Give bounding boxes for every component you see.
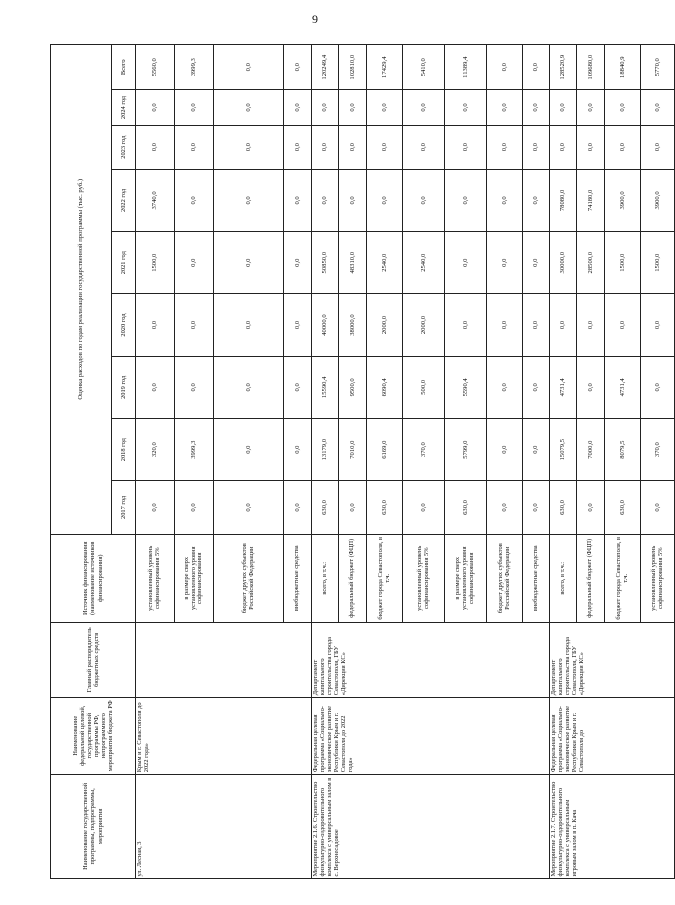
source-cell: всего, в т.ч.:: [550, 534, 577, 622]
value-cell: 1500,0: [136, 232, 175, 294]
value-cell: 0,0: [487, 419, 523, 481]
value-cell: 6169,0: [367, 419, 403, 481]
value-cell: 50850,0: [312, 232, 339, 294]
value-cell: 0,0: [445, 232, 487, 294]
value-cell: 4731,4: [550, 356, 577, 418]
value-cell: 15079,5: [550, 419, 577, 481]
value-cell: 0,0: [577, 125, 605, 169]
program-name: Федеральная целевая программа «Социально-экономическое развитие Республики Крым и г. Севастополя до 2022 года»: [312, 697, 550, 774]
measure-name: Мероприятие 2.1.7. Строительство физкультурно-оздоровительного комплекса с универсальным игровым залом в п. Кача: [550, 774, 675, 878]
value-cell: 0,0: [445, 294, 487, 356]
value-cell: 0,0: [641, 90, 675, 125]
value-cell: 0,0: [175, 232, 214, 294]
source-cell: федеральный бюджет (ФЦП): [339, 534, 367, 622]
value-cell: 1500,0: [641, 232, 675, 294]
value-cell: 0,0: [136, 356, 175, 418]
source-cell: установленный уровень софинансирования 5%: [136, 534, 175, 622]
value-cell: 0,0: [284, 294, 312, 356]
total-cell: 109680,0: [577, 45, 605, 90]
value-cell: 0,0: [312, 169, 339, 231]
value-cell: 0,0: [175, 90, 214, 125]
value-cell: 2540,0: [403, 232, 445, 294]
value-cell: 0,0: [312, 125, 339, 169]
value-cell: 0,0: [577, 481, 605, 534]
value-cell: 28500,0: [577, 232, 605, 294]
value-cell: 0,0: [136, 294, 175, 356]
year-header: 2024 год: [112, 90, 136, 125]
value-cell: 15590,4: [312, 356, 339, 418]
value-cell: 0,0: [523, 90, 550, 125]
value-cell: 0,0: [175, 169, 214, 231]
value-cell: 0,0: [523, 232, 550, 294]
header-admin: Главный распорядитель бюджетных средств: [51, 622, 136, 697]
source-cell: внебюджетные средства: [284, 534, 312, 622]
year-header: 2021 год: [112, 232, 136, 294]
year-header: 2019 год: [112, 356, 136, 418]
total-cell: 5410,0: [403, 45, 445, 90]
value-cell: 0,0: [214, 90, 284, 125]
header-name: Наименование государственной программы, подпрограммы, мероприятия: [51, 774, 136, 878]
value-cell: 0,0: [403, 481, 445, 534]
total-cell: 0,0: [487, 45, 523, 90]
value-cell: 0,0: [523, 125, 550, 169]
total-cell: 17429,4: [367, 45, 403, 90]
value-cell: 0,0: [214, 481, 284, 534]
value-cell: 74180,0: [577, 169, 605, 231]
value-cell: 0,0: [339, 481, 367, 534]
administrator: Департамент капитального строительства города Севастополя, ГБУ «Дирекция КС»: [550, 622, 675, 697]
value-cell: 0,0: [487, 125, 523, 169]
value-cell: 0,0: [339, 125, 367, 169]
value-cell: 2540,0: [367, 232, 403, 294]
value-cell: 0,0: [550, 125, 577, 169]
measure-name: Мероприятие 2.1.6. Строительство физкультурно-оздоровительного комплекса с универсальным залом в с. Верхнесадовое: [312, 774, 550, 878]
source-cell: бюджет других субъектов Российской Федерации: [214, 534, 284, 622]
value-cell: 0,0: [214, 232, 284, 294]
value-cell: 0,0: [523, 294, 550, 356]
value-cell: 0,0: [339, 169, 367, 231]
value-cell: 7010,0: [339, 419, 367, 481]
value-cell: 0,0: [284, 232, 312, 294]
header-source: Источник финансирования (наименование источников финансирования): [51, 534, 136, 622]
value-cell: 0,0: [136, 125, 175, 169]
source-cell: внебюджетные средства: [523, 534, 550, 622]
total-cell: 18840,9: [605, 45, 641, 90]
value-cell: 0,0: [367, 90, 403, 125]
value-cell: 6090,4: [367, 356, 403, 418]
source-cell: всего, в т.ч.:: [312, 534, 339, 622]
value-cell: 0,0: [284, 419, 312, 481]
program-name: Федеральная целевая программа «Социально-экономическое развитие Республики Крым и г. Севастополя до: [550, 697, 675, 774]
value-cell: 3900,0: [641, 169, 675, 231]
value-cell: 0,0: [445, 169, 487, 231]
value-cell: 0,0: [487, 481, 523, 534]
value-cell: 48310,0: [339, 232, 367, 294]
value-cell: 9500,0: [339, 356, 367, 418]
total-cell: 5770,0: [641, 45, 675, 90]
source-cell: в размере сверх установленного уровня софинансирования: [175, 534, 214, 622]
value-cell: 630,0: [605, 481, 641, 534]
year-header: 2022 год: [112, 169, 136, 231]
value-cell: 0,0: [214, 169, 284, 231]
value-cell: 5799,0: [445, 419, 487, 481]
value-cell: 5590,4: [445, 356, 487, 418]
value-cell: 0,0: [605, 90, 641, 125]
value-cell: 0,0: [284, 481, 312, 534]
value-cell: 1500,0: [605, 232, 641, 294]
value-cell: 0,0: [605, 125, 641, 169]
value-cell: 0,0: [214, 125, 284, 169]
value-cell: 13179,0: [312, 419, 339, 481]
administrator: [136, 622, 312, 697]
value-cell: 500,0: [403, 356, 445, 418]
value-cell: 0,0: [214, 294, 284, 356]
value-cell: 0,0: [367, 169, 403, 231]
source-cell: в размере сверх установленного уровня софинансирования: [445, 534, 487, 622]
source-cell: установленный уровень софинансирования 5%: [641, 534, 675, 622]
value-cell: 0,0: [577, 90, 605, 125]
value-cell: 0,0: [550, 294, 577, 356]
year-header: 2023 год: [112, 125, 136, 169]
value-cell: 7000,0: [577, 419, 605, 481]
value-cell: 0,0: [403, 169, 445, 231]
value-cell: 0,0: [214, 356, 284, 418]
value-cell: 0,0: [312, 90, 339, 125]
value-cell: 0,0: [523, 356, 550, 418]
value-cell: 0,0: [487, 232, 523, 294]
value-cell: 0,0: [367, 125, 403, 169]
value-cell: 0,0: [284, 169, 312, 231]
value-cell: 8079,5: [605, 419, 641, 481]
year-header: 2018 год: [112, 419, 136, 481]
source-cell: бюджет города Севастополя, в т.ч.: [605, 534, 641, 622]
value-cell: 0,0: [175, 125, 214, 169]
value-cell: 0,0: [284, 125, 312, 169]
value-cell: 4731,4: [605, 356, 641, 418]
value-cell: 0,0: [487, 356, 523, 418]
header-estimate: Оценка расходов по годам реализации государственной программы (тыс. руб.): [51, 45, 112, 535]
value-cell: 0,0: [445, 125, 487, 169]
source-cell: установленный уровень софинансирования 5%: [403, 534, 445, 622]
value-cell: 0,0: [339, 90, 367, 125]
value-cell: 3740,0: [136, 169, 175, 231]
administrator: Департамент капитального строительства города Севастополя, ГБУ «Дирекция КС»: [312, 622, 550, 697]
source-cell: бюджет города Севастополя, в т.ч.: [367, 534, 403, 622]
value-cell: 0,0: [175, 481, 214, 534]
value-cell: 30000,0: [550, 232, 577, 294]
program-name: Крым и г. Севастополя до 2022 года»: [136, 697, 312, 774]
value-cell: 630,0: [445, 481, 487, 534]
value-cell: 0,0: [284, 90, 312, 125]
value-cell: 0,0: [487, 294, 523, 356]
total-cell: 128520,9: [550, 45, 577, 90]
total-cell: 102810,0: [339, 45, 367, 90]
value-cell: 630,0: [367, 481, 403, 534]
total-cell: 0,0: [214, 45, 284, 90]
value-cell: 78080,0: [550, 169, 577, 231]
total-cell: 5560,0: [136, 45, 175, 90]
financing-table: [50, 44, 675, 879]
value-cell: 40000,0: [312, 294, 339, 356]
value-cell: 0,0: [175, 294, 214, 356]
value-cell: 0,0: [284, 356, 312, 418]
measure-name: ул. Лесная, 3: [136, 774, 312, 878]
total-cell: 120249,4: [312, 45, 339, 90]
value-cell: 0,0: [641, 356, 675, 418]
total-cell: 11389,4: [445, 45, 487, 90]
value-cell: 0,0: [136, 481, 175, 534]
year-header: 2020 год: [112, 294, 136, 356]
source-cell: федеральный бюджет (ФЦП): [577, 534, 605, 622]
value-cell: 370,0: [641, 419, 675, 481]
value-cell: 3999,3: [175, 419, 214, 481]
value-cell: 630,0: [312, 481, 339, 534]
value-cell: 0,0: [403, 125, 445, 169]
total-header: Всего: [112, 45, 136, 90]
value-cell: 0,0: [445, 90, 487, 125]
year-header: 2017 год: [112, 481, 136, 534]
value-cell: 0,0: [641, 125, 675, 169]
value-cell: 370,0: [403, 419, 445, 481]
value-cell: 0,0: [175, 356, 214, 418]
value-cell: 0,0: [214, 419, 284, 481]
rotated-table-wrapper: [50, 44, 664, 879]
page-number: 9: [312, 12, 318, 26]
value-cell: 0,0: [523, 169, 550, 231]
value-cell: 0,0: [523, 419, 550, 481]
value-cell: 0,0: [577, 294, 605, 356]
value-cell: 0,0: [641, 294, 675, 356]
value-cell: 0,0: [403, 90, 445, 125]
value-cell: 320,0: [136, 419, 175, 481]
value-cell: 2000,0: [367, 294, 403, 356]
header-fed: Наименование федеральной целевой, государственной программы РФ, непрограммного мероприятия бюджета РФ: [51, 697, 136, 774]
value-cell: 38000,0: [339, 294, 367, 356]
value-cell: 0,0: [487, 90, 523, 125]
value-cell: 630,0: [550, 481, 577, 534]
value-cell: 3900,0: [605, 169, 641, 231]
source-cell: бюджет других субъектов Российской Федерации: [487, 534, 523, 622]
value-cell: 0,0: [641, 481, 675, 534]
value-cell: 0,0: [487, 169, 523, 231]
value-cell: 0,0: [136, 90, 175, 125]
value-cell: 0,0: [523, 481, 550, 534]
value-cell: 0,0: [550, 90, 577, 125]
total-cell: 3999,3: [175, 45, 214, 90]
value-cell: 0,0: [577, 356, 605, 418]
value-cell: 0,0: [605, 294, 641, 356]
total-cell: 0,0: [284, 45, 312, 90]
value-cell: 2000,0: [403, 294, 445, 356]
total-cell: 0,0: [523, 45, 550, 90]
